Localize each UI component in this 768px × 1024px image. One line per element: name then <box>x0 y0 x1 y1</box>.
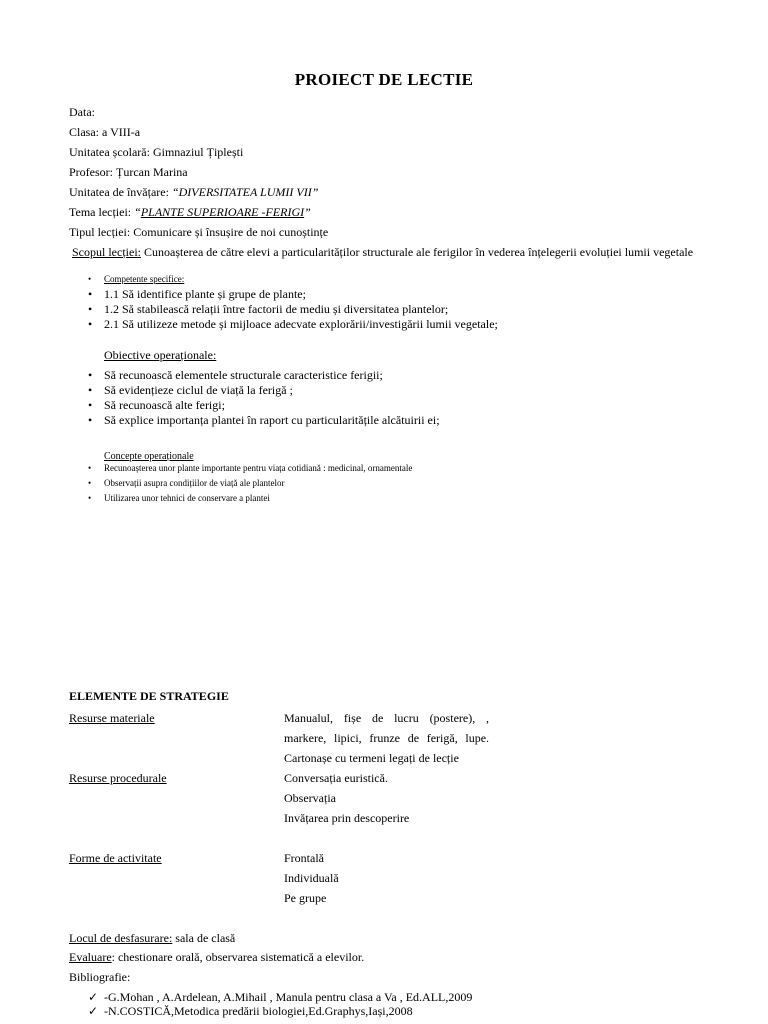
unitatea-scolara-line: Unitatea școlară: Gimnaziul Țiplești <box>69 145 244 159</box>
unitatea-invatare-label: Unitatea de învățare: <box>69 185 169 199</box>
competente-list <box>88 272 498 332</box>
scopul-line <box>69 245 693 259</box>
obiective-heading: Obiective operaționale: <box>104 348 217 362</box>
resurse-procedurale-label: Resurse procedurale <box>69 771 167 785</box>
forme-activitate-item: Frontală <box>284 851 324 865</box>
resurse-procedurale-item: Conversația euristică. <box>284 771 388 785</box>
tema-value: PLANTE SUPERIOARE -FERIGI <box>140 205 305 219</box>
clasa-line: Clasa: a VIII-a <box>69 125 141 139</box>
locul-label: Locul de desfasurare: <box>69 931 173 945</box>
evaluare-line <box>69 950 364 964</box>
tema-label: Tema lecției: <box>69 205 132 219</box>
list-item: • Utilizarea unor tehnici de conservare a plantei <box>88 491 412 506</box>
evaluare-value: : chestionare orală, observarea sistematică a elevilor. <box>111 950 365 964</box>
list-item: • Recunoașterea unor plante importante pentru viața cotidiană : medicinal, ornamentale <box>88 461 412 476</box>
profesor-line: Profesor: Țurcan Marina <box>69 165 188 179</box>
list-item: • 2.1 Să utilizeze metode și mijloace adecvate explorării/investigării lumii vegetale; <box>88 317 498 332</box>
checkmark-icon: ✓ <box>88 990 99 1004</box>
list-item: • 1.2 Să stabilească relații între factorii de mediu și diversitatea plantelor; <box>88 302 498 317</box>
resurse-materiale-line-2: markere, lipici, frunze de ferigă, lupe. <box>284 731 490 745</box>
list-item: • Să recunoască alte ferigi; <box>88 398 440 413</box>
document-title: PROIECT DE LECTIE <box>294 70 474 89</box>
strategie-heading: ELEMENTE DE STRATEGIE <box>69 689 229 703</box>
forme-activitate-item: Pe grupe <box>284 891 327 905</box>
bibliografie-item: ✓ -G.Mohan , A.Ardelean, A.Mihail , Manula pentru clasa a Va , Ed.ALL,2009 <box>88 990 473 1004</box>
list-item: • Să evidențieze ciclul de viață la ferigă ; <box>88 383 440 398</box>
checkmark-icon: ✓ <box>88 1004 99 1018</box>
concepte-heading: Concepte operaționale <box>104 451 194 462</box>
list-item: • Observații asupra condițiilor de viață ale plantelor <box>88 476 412 491</box>
bibliografie-item: ✓ -N.COSTICĂ,Metodica predării biologiei,Ed.Graphys,Iași,2008 <box>88 1004 413 1018</box>
tema-quote-close: ” <box>304 205 311 219</box>
tipul-line: Tipul lecției: Comunicare și însușire de noi cunoștințe <box>69 225 329 239</box>
scopul-value: Cunoașterea de către elevi a particularităților structurale ale ferigilor în vederea înțelegerii evoluției lumii vegetale <box>143 245 694 259</box>
resurse-materiale-line-3: Cartonașe cu termeni legați de lecție <box>284 751 459 765</box>
data-line: Data: <box>69 105 95 119</box>
locul-value: sala de clasă <box>172 931 236 945</box>
resurse-procedurale-item: Invățarea prin descoperire <box>284 811 410 825</box>
unitatea-invatare-value: “DIVERSITATEA LUMII VII” <box>171 185 319 199</box>
locul-line <box>69 931 235 945</box>
forme-activitate-label: Forme de activitate <box>69 851 162 865</box>
list-item: • Să recunoască elementele structurale caracteristice ferigii; <box>88 368 440 383</box>
concepte-list <box>88 461 412 506</box>
tema-line <box>69 205 311 219</box>
evaluare-label: Evaluare <box>69 950 112 964</box>
resurse-materiale-label: Resurse materiale <box>69 711 155 725</box>
list-item: • Să explice importanța plantei în raport cu particularitățile alcătuirii ei; <box>88 413 440 428</box>
resurse-procedurale-item: Observația <box>284 791 336 805</box>
resurse-materiale-line-1: Manualul, fișe de lucru (postere), , <box>284 711 490 725</box>
list-item: • 1.1 Să identifice plante și grupe de plante; <box>88 287 498 302</box>
scopul-label: Scopul lecției: <box>72 245 141 259</box>
obiective-list <box>88 368 440 428</box>
bibliografie-heading: Bibliografie: <box>69 970 131 984</box>
unitatea-invatare-line <box>69 185 318 199</box>
tema-quote-open: “ <box>134 205 141 219</box>
competente-heading: • Competente specifice: <box>88 272 498 287</box>
forme-activitate-item: Individuală <box>284 871 339 885</box>
